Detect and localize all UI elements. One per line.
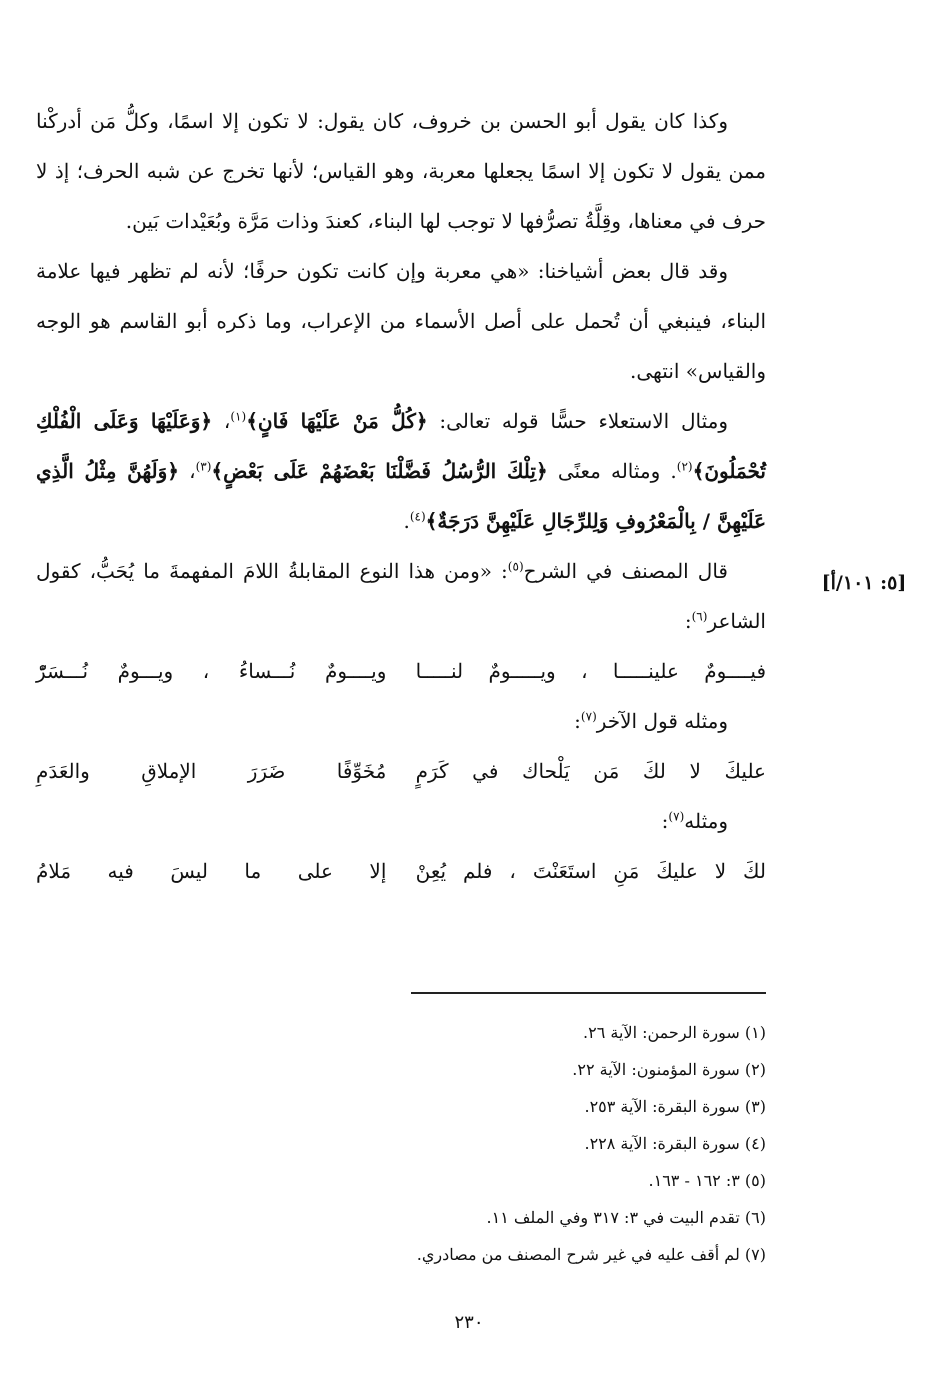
footnote-2: (٢) سورة المؤمنون: الآية ٢٢. xyxy=(572,1060,766,1079)
paragraph-3-text-d: ، xyxy=(179,459,196,483)
manuscript-folio-marker: [٥: ١٠١/أ] xyxy=(821,572,907,594)
poem-verse-3 xyxy=(36,846,766,896)
quran-verse-2: ﴿وَعَلَيْهَا وَعَلَى الْفُلْكِ تُحْمَلُونَ﴾ xyxy=(36,409,766,483)
paragraph-3-text-c: . ومثاله معنًى xyxy=(547,459,677,483)
poem-verse-2 xyxy=(36,746,766,796)
footnotes xyxy=(266,1014,766,1273)
footnote-3: (٣) سورة البقرة: الآية ٢٥٣. xyxy=(584,1097,766,1116)
paragraph-4 xyxy=(36,546,766,646)
paragraph-1: وكذا كان يقول أبو الحسن بن خروف، كان يقول: لا تكون إلا اسمًا، وكلُّ مَن أدركْنا ممن يقول لا تكون إلا اسمًا يجعلها معربة، وهو القياس؛ لأنها تخرج عن شبه الحرف؛ إذ لا حرف في معناها، وقِلَّةُ تصرُّفها لا توجب لها البناء، كعندَ وذات مَرَّة وبُعَيْدات بَين. xyxy=(36,109,766,233)
footnote-1: (١) سورة الرحمن: الآية ٢٦. xyxy=(583,1023,766,1042)
footnote-7: (٧) لم أقف عليه في غير شرح المصنف من مصادري. xyxy=(416,1245,766,1264)
verse-1-second-hemistich: ويــــومٌ نُـــساءُ ، ويـــومٌ نُـــسَرّْ xyxy=(36,659,387,683)
footnote-4: (٤) سورة البقرة: الآية ٢٢٨. xyxy=(584,1134,766,1153)
main-text xyxy=(36,96,766,896)
footnote-ref-7b: (٧) xyxy=(668,809,685,824)
footnote-ref-1: (١) xyxy=(230,409,247,424)
paragraph-5-text-b: : xyxy=(574,709,581,733)
paragraph-3-text-e: . xyxy=(403,509,410,533)
footnote-6: (٦) تقدم البيت في ٣: ٣١٧ وفي الملف ١١. xyxy=(486,1208,766,1227)
paragraph-6-text-b: : xyxy=(661,809,669,833)
footnote-ref-5: (٥) xyxy=(507,559,524,574)
paragraph-6 xyxy=(36,796,766,846)
footnote-ref-6: (٦) xyxy=(691,609,708,624)
paragraph-4-text-b: : «ومن هذا النوع المقابلةُ اللامَ المفهمةَ ما يُحَبُّ، كقول الشاعر xyxy=(36,559,766,633)
footnote-ref-7a: (٧) xyxy=(580,709,597,724)
paragraph-5 xyxy=(36,696,766,746)
footnote-ref-2: (٢) xyxy=(676,459,693,474)
verse-1-first-hemistich: فيــــومٌ علينـــــا ، ويـــــومٌ لنـــــا xyxy=(415,659,766,683)
paragraph-4-text-c: : xyxy=(684,609,692,633)
quran-verse-1: ﴿كُلُّ مَنْ عَلَيْهَا فَانٍ﴾ xyxy=(246,409,428,433)
footnote-ref-3: (٣) xyxy=(195,459,212,474)
footnote-divider xyxy=(411,992,766,994)
paragraph-3-text-b: ، xyxy=(212,409,231,433)
quran-verse-4: ﴿وَلَهُنَّ مِثْلُ الَّذِي عَلَيْهِنَّ / بِالْمَعْرُوفِ وَلِلرِّجَالِ عَلَيْهِنَّ دَرَجَةٌ﴾ xyxy=(36,459,766,533)
paragraph-6-text-a: ومثله xyxy=(684,809,728,833)
footnote-ref-4: (٤) xyxy=(409,509,426,524)
quran-verse-3: ﴿تِلْكَ الرُّسُلُ فَضَّلْنَا بَعْضَهُمْ عَلَى بَعْضٍ﴾ xyxy=(211,459,548,483)
verse-2-first-hemistich: عليكَ لا لكَ مَن يَلْحاك في كَرَمٍ xyxy=(415,759,766,783)
footnote-5: (٥) ٣: ١٦٢ - ١٦٣. xyxy=(648,1171,766,1190)
paragraph-3 xyxy=(36,396,766,546)
paragraph-2: وقد قال بعض أشياخنا: «هي معربة وإن كانت تكون حرفًا؛ لأنه لم تظهر فيها علامة البناء، فينبغي أن تُحمل على أصل الأسماء من الإعراب، وما ذكره أبو القاسم هو الوجه والقياس» انتهى. xyxy=(36,259,766,383)
verse-3-second-hemistich: إلا على ما ليسَ فيه مَلامُ xyxy=(36,859,387,883)
paragraph-5-text-a: ومثله قول الآخر xyxy=(596,709,728,733)
verse-3-first-hemistich: لكَ لا عليكَ مَنِ استَعَنْتَ ، فلم يُعِنْ xyxy=(415,859,766,883)
paragraph-4-text-a: قال المصنف في الشرح xyxy=(523,559,728,583)
page-number: ٢٣٠ xyxy=(454,1312,484,1333)
poem-verse-1 xyxy=(36,646,766,696)
paragraph-3-text-a: ومثال الاستعلاء حسًّا قوله تعالى: xyxy=(427,409,728,433)
verse-2-second-hemistich: مُخَوِّفًا ضَرَرَ الإملاقِ والعَدَمِ xyxy=(36,759,387,783)
